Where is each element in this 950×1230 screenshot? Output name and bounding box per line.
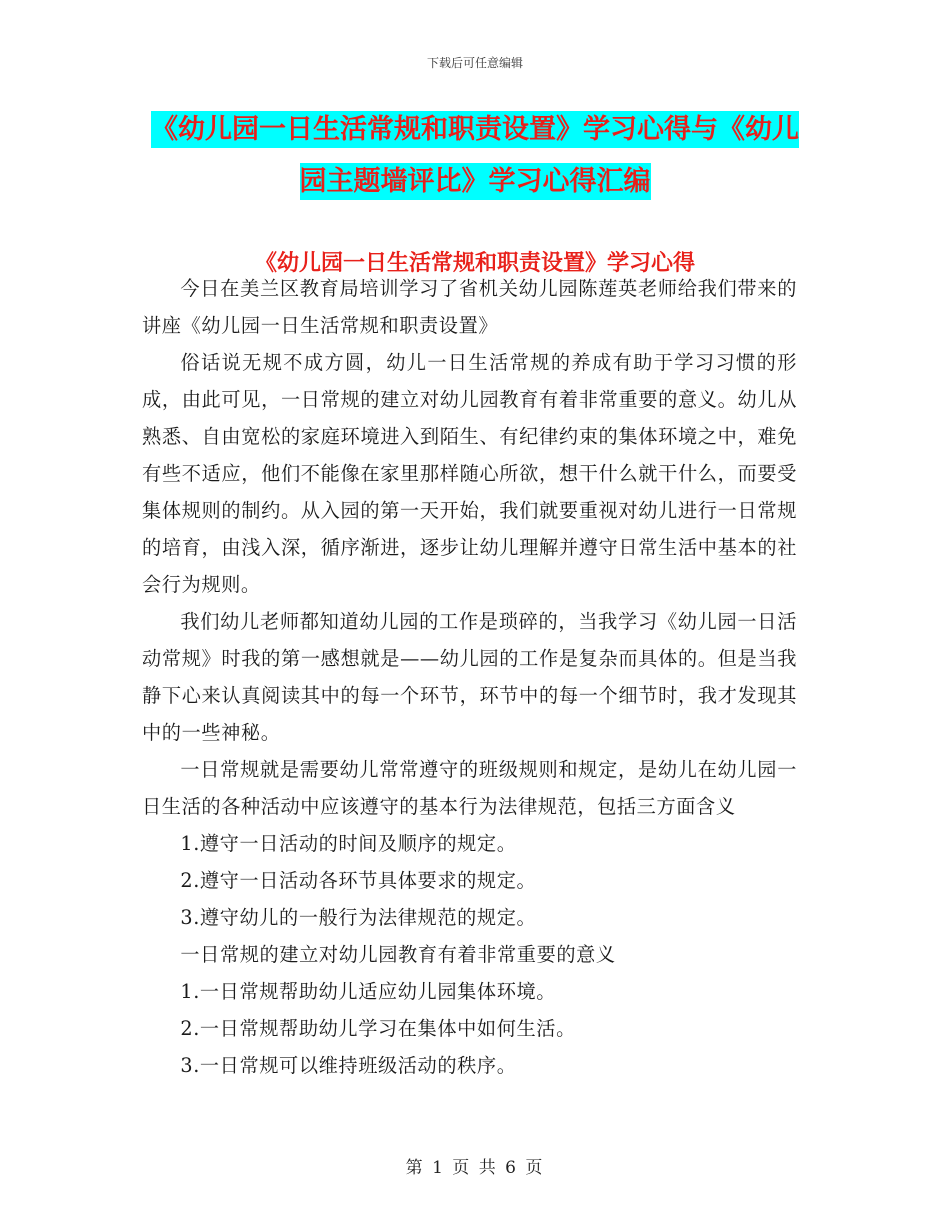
subheading: 一日常规的建立对幼儿园教育有着非常重要的意义 [180,943,616,966]
list-item: 2.一日常规帮助幼儿学习在集体中如何生活。 [180,1017,576,1040]
document-title-text: 《幼儿园一日生活常规和职责设置》学习心得与《幼儿园主题墙评比》学习心得汇编 [151,111,799,200]
list-item: 1.一日常规帮助幼儿适应幼儿园集体环境。 [180,980,557,1003]
paragraph: 俗话说无规不成方圆，幼儿一日生活常规的养成有助于学习习惯的形成，由此可见，一日常规的建立对幼儿园教育有着非常重要的意义。幼儿从熟悉、自由宽松的家庭环境进入到陌生、有纪律约束的集体环境之中，难免有些不适应，他们不能像在家里那样随心所欲，想干什么就干什么，而要受集体规则的制约。从入园的第一天开始，我们就要重视对幼儿进行一日常规的培育，由浅入深，循序渐进，逐步让幼儿理解并遵守日常生活中基本的社会行为规则。 [142,351,797,596]
section-title: 《幼儿园一日生活常规和职责设置》学习心得 [254,251,695,276]
list-item: 3.一日常规可以维持班级活动的秩序。 [180,1054,517,1077]
paragraph: 一日常规就是需要幼儿常常遵守的班级规则和规定，是幼儿在幼儿园一日生活的各种活动中应该遵守的基本行为法律规范，包括三方面含义 [142,758,797,818]
list-item: 2.遵守一日活动各环节具体要求的规定。 [180,869,537,892]
document-body [142,270,797,1084]
list-item: 3.遵守幼儿的一般行为法律规范的规定。 [180,906,537,929]
paragraph: 我们幼儿老师都知道幼儿园的工作是琐碎的，当我学习《幼儿园一日活动常规》时我的第一感想就是——幼儿园的工作是复杂而具体的。但是当我静下心来认真阅读其中的每一个环节，环节中的每一个细节时，我才发现其中的一些神秘。 [142,610,797,744]
header-note: 下载后可任意编辑 [426,56,523,70]
list-item: 1.遵守一日活动的时间及顺序的规定。 [180,832,517,855]
page-number: 第 1 页 共 6 页 [405,1158,545,1178]
document-title [142,104,808,208]
paragraph: 今日在美兰区教育局培训学习了省机关幼儿园陈莲英老师给我们带来的讲座《幼儿园一日生活常规和职责设置》 [142,277,797,337]
